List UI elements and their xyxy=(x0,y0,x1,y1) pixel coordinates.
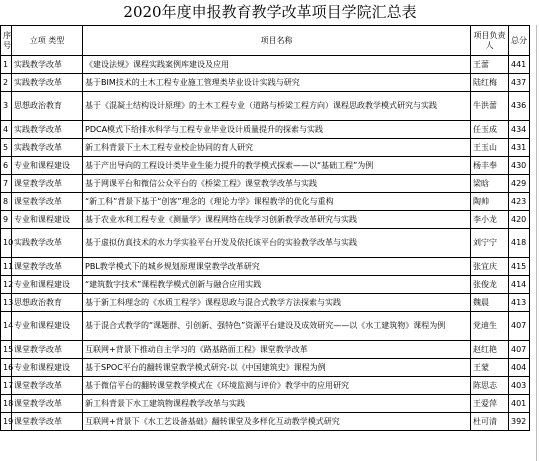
project-type-cell[interactable]: 课堂教学改革 xyxy=(12,193,83,211)
summary-table xyxy=(0,25,530,431)
table-row xyxy=(1,56,530,74)
row-index-cell[interactable]: 17 xyxy=(1,377,12,395)
project-leader-cell[interactable]: 王玉山 xyxy=(471,139,509,157)
project-leader-cell[interactable]: 王爱萍 xyxy=(471,395,509,413)
table-row xyxy=(1,211,530,229)
project-name-cell[interactable]: 基于混合式教学的“课题群、引创新、强特色”资源平台建设及成效研究——以《水工建筑物》课程为例 xyxy=(83,312,471,341)
table-row xyxy=(1,276,530,294)
project-leader-cell[interactable]: 杜可清 xyxy=(471,413,509,431)
project-type-cell[interactable]: 专业和课程建设 xyxy=(12,157,83,175)
row-index-cell[interactable]: 3 xyxy=(1,92,12,121)
table-body xyxy=(1,56,530,431)
project-leader-cell[interactable]: 张俊龙 xyxy=(471,276,509,294)
total-score-cell[interactable]: 431 xyxy=(509,139,530,157)
project-name-cell[interactable]: 基于《混凝土结构设计原理》的土木工程专业（道路与桥梁工程方向）课程思政教学模式研究与实践 xyxy=(83,92,471,121)
table-row xyxy=(1,121,530,139)
table-row xyxy=(1,74,530,92)
project-type-cell[interactable]: 实践教学改革 xyxy=(12,121,83,139)
project-type-cell[interactable]: 专业和课程建设 xyxy=(12,359,83,377)
project-type-cell[interactable]: 实践教学改革 xyxy=(12,56,83,74)
row-index-cell[interactable]: 4 xyxy=(1,121,12,139)
project-leader-cell[interactable]: 陈思志 xyxy=(471,377,509,395)
project-name-cell[interactable]: 基于SPOC平台的翻转课堂教学模式研究-以《中国建筑史》课程为例 xyxy=(83,359,471,377)
project-name-cell[interactable]: 基于产出导向的工程设计类毕业生能力提升的教学模式探索——以“基础工程”为例 xyxy=(83,157,471,175)
total-score-cell[interactable]: 423 xyxy=(509,193,530,211)
row-index-cell[interactable]: 15 xyxy=(1,341,12,359)
project-name-cell[interactable]: 互联网+背景下推动自主学习的《路基路面工程》课堂教学改革 xyxy=(83,341,471,359)
table-row xyxy=(1,413,530,431)
row-index-cell[interactable]: 10 xyxy=(1,229,12,258)
column-divider xyxy=(536,25,537,461)
sheet-title: 2020年度申报教育教学改革项目学院汇总表 xyxy=(123,3,417,21)
header-score[interactable]: 总分 xyxy=(509,26,530,56)
project-leader-cell[interactable]: 牛洪蕾 xyxy=(471,92,509,121)
project-name-cell[interactable]: “建筑数字技术”课程教学模式创新与融合应用实践 xyxy=(83,276,471,294)
project-type-cell[interactable]: 思想政治教育 xyxy=(12,294,83,312)
total-score-cell[interactable]: 441 xyxy=(509,56,530,74)
table-row xyxy=(1,229,530,258)
total-score-cell[interactable]: 414 xyxy=(509,276,530,294)
project-name-cell[interactable]: 互联网+背景下《水工艺设备基础》翻转课堂及多样化互动教学模式研究 xyxy=(83,413,471,431)
project-type-cell[interactable]: 课堂教学改革 xyxy=(12,377,83,395)
total-score-cell[interactable]: 415 xyxy=(509,258,530,276)
project-type-cell[interactable]: 思想政治教育 xyxy=(12,92,83,121)
project-name-cell[interactable]: PDCA模式下给排水科学与工程专业毕业设计质量提升的探索与实践 xyxy=(83,121,471,139)
project-type-cell[interactable]: 课堂教学改革 xyxy=(12,341,83,359)
total-score-cell[interactable]: 434 xyxy=(509,121,530,139)
header-person[interactable]: 项目负责人 xyxy=(471,26,509,56)
row-index-cell[interactable]: 12 xyxy=(1,276,12,294)
project-name-cell[interactable]: PBL教学模式下的城乡规划原理课堂教学改革研究 xyxy=(83,258,471,276)
row-index-cell[interactable]: 16 xyxy=(1,359,12,377)
total-score-cell[interactable]: 403 xyxy=(509,377,530,395)
project-name-cell[interactable]: 基于微信平台的翻转课堂教学模式在《环境监测与评价》教学中的应用研究 xyxy=(83,377,471,395)
project-name-cell[interactable]: 基于农业水利工程专业《测量学》课程网络在线学习创新教学改革研究与实践 xyxy=(83,211,471,229)
table-row xyxy=(1,395,530,413)
project-name-cell[interactable]: “新工科”背景下基于“创客”理念的《理论力学》课程教学的优化与重构 xyxy=(83,193,471,211)
project-name-cell[interactable]: 基于网课平台和微信公众平台的《桥梁工程》课堂教学改革与实践 xyxy=(83,175,471,193)
total-score-cell[interactable]: 430 xyxy=(509,157,530,175)
project-type-cell[interactable]: 专业和课程建设 xyxy=(12,211,83,229)
header-project[interactable]: 项目名称 xyxy=(83,26,471,56)
total-score-cell[interactable]: 413 xyxy=(509,294,530,312)
row-index-cell[interactable]: 6 xyxy=(1,157,12,175)
row-index-cell[interactable]: 7 xyxy=(1,175,12,193)
project-type-cell[interactable]: 实践教学改革 xyxy=(12,74,83,92)
table-row xyxy=(1,377,530,395)
table-row xyxy=(1,175,530,193)
project-leader-cell[interactable]: 赵红艳 xyxy=(471,341,509,359)
table-row xyxy=(1,92,530,121)
table-row xyxy=(1,258,530,276)
row-index-cell[interactable]: 2 xyxy=(1,74,12,92)
row-index-cell[interactable]: 1 xyxy=(1,56,12,74)
project-leader-cell[interactable]: 杨丰奉 xyxy=(471,157,509,175)
project-type-cell[interactable]: 实践教学改革 xyxy=(12,229,83,258)
total-score-cell[interactable]: 401 xyxy=(509,395,530,413)
project-name-cell[interactable]: 基于虚拟仿真技术的水力学实验平台开发及依托该平台的实验教学改革与实践 xyxy=(83,229,471,258)
header-row xyxy=(1,26,530,56)
table-row xyxy=(1,341,530,359)
project-leader-cell[interactable]: 王蕾 xyxy=(471,56,509,74)
row-index-cell[interactable]: 8 xyxy=(1,193,12,211)
total-score-cell[interactable]: 407 xyxy=(509,341,530,359)
project-type-cell[interactable]: 课堂教学改革 xyxy=(12,258,83,276)
project-leader-cell[interactable]: 张宜庆 xyxy=(471,258,509,276)
row-index-cell[interactable]: 19 xyxy=(1,413,12,431)
total-score-cell[interactable]: 437 xyxy=(509,74,530,92)
total-score-cell[interactable]: 418 xyxy=(509,229,530,258)
table-row xyxy=(1,157,530,175)
total-score-cell[interactable]: 404 xyxy=(509,359,530,377)
table-row xyxy=(1,312,530,341)
row-index-cell[interactable]: 14 xyxy=(1,312,12,341)
project-type-cell[interactable]: 专业和课程建设 xyxy=(12,276,83,294)
total-score-cell[interactable]: 420 xyxy=(509,211,530,229)
project-leader-cell[interactable]: 党迪生 xyxy=(471,312,509,341)
row-index-cell[interactable]: 18 xyxy=(1,395,12,413)
project-leader-cell[interactable]: 李小龙 xyxy=(471,211,509,229)
table-row xyxy=(1,294,530,312)
project-leader-cell[interactable]: 梁晗 xyxy=(471,175,509,193)
project-name-cell[interactable]: 新工科背景下水工建筑物课程教学改革与实践 xyxy=(83,395,471,413)
row-index-cell[interactable]: 5 xyxy=(1,139,12,157)
header-index[interactable]: 序号 xyxy=(1,26,12,56)
project-leader-cell[interactable]: 魏晨 xyxy=(471,294,509,312)
project-name-cell[interactable]: 基于新工科理念的《水质工程学》课程思政与混合式教学方法探索与实践 xyxy=(83,294,471,312)
table-row xyxy=(1,139,530,157)
project-type-cell[interactable]: 实践教学改革 xyxy=(12,139,83,157)
project-type-cell[interactable]: 课堂教学改革 xyxy=(12,175,83,193)
total-score-cell[interactable]: 436 xyxy=(509,92,530,121)
total-score-cell[interactable]: 407 xyxy=(509,312,530,341)
project-leader-cell[interactable]: 刘宁宁 xyxy=(471,229,509,258)
row-index-cell[interactable]: 9 xyxy=(1,211,12,229)
total-score-cell[interactable]: 429 xyxy=(509,175,530,193)
header-type[interactable]: 立项 类型 xyxy=(12,26,83,56)
project-type-cell[interactable]: 课堂教学改革 xyxy=(12,413,83,431)
total-score-cell[interactable]: 392 xyxy=(509,413,530,431)
table-row xyxy=(1,359,530,377)
project-name-cell[interactable]: 《建设法规》课程实践案例库建设及应用 xyxy=(83,56,471,74)
row-index-cell[interactable]: 13 xyxy=(1,294,12,312)
project-leader-cell[interactable]: 陆红梅 xyxy=(471,74,509,92)
project-type-cell[interactable]: 专业和课程建设 xyxy=(12,312,83,341)
table-row xyxy=(1,193,530,211)
project-leader-cell[interactable]: 任玉成 xyxy=(471,121,509,139)
project-leader-cell[interactable]: 陶帅 xyxy=(471,193,509,211)
project-name-cell[interactable]: 新工科背景下土木工程专业校企协同的育人研究 xyxy=(83,139,471,157)
project-type-cell[interactable]: 课堂教学改革 xyxy=(12,395,83,413)
row-index-cell[interactable]: 11 xyxy=(1,258,12,276)
project-name-cell[interactable]: 基于BIM技术的土木工程专业施工管理类毕业设计实践与研究 xyxy=(83,74,471,92)
project-leader-cell[interactable]: 王蒙 xyxy=(471,359,509,377)
